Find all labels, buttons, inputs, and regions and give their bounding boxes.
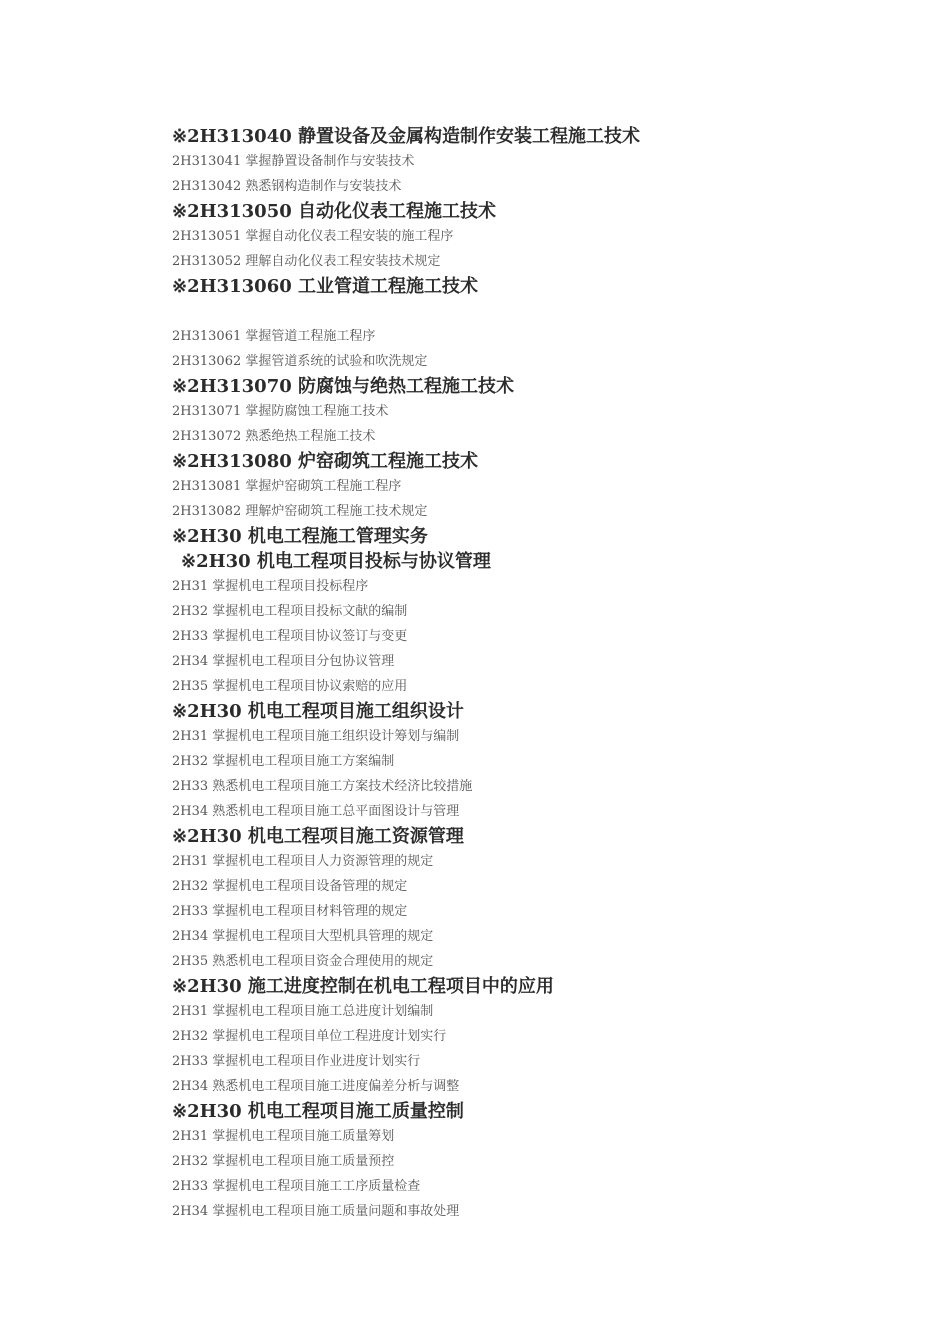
section-heading: ※2H313040 静置设备及金属构造制作安装工程施工技术 <box>172 126 641 147</box>
outline-item: 2H32 掌握机电工程项目施工方案编制 <box>172 754 395 769</box>
outline-item: 2H32 掌握机电工程项目施工质量预控 <box>172 1154 395 1169</box>
outline-item: 2H313072 熟悉绝热工程施工技术 <box>172 429 376 444</box>
outline-item: 2H34 掌握机电工程项目分包协议管理 <box>172 654 395 669</box>
outline-item: 2H313081 掌握炉窑砌筑工程施工程序 <box>172 479 402 494</box>
document-body <box>172 124 892 1224</box>
outline-item: 2H31 掌握机电工程项目施工组织设计筹划与编制 <box>172 729 460 744</box>
outline-item: 2H31 掌握机电工程项目施工质量筹划 <box>172 1129 395 1144</box>
outline-item: 2H35 熟悉机电工程项目资金合理使用的规定 <box>172 954 434 969</box>
outline-item: 2H313041 掌握静置设备制作与安装技术 <box>172 154 415 169</box>
outline-item: 2H34 掌握机电工程项目大型机具管理的规定 <box>172 929 434 944</box>
section-heading: ※2H30 机电工程项目施工质量控制 <box>172 1101 464 1122</box>
outline-item: 2H34 熟悉机电工程项目施工总平面图设计与管理 <box>172 804 460 819</box>
outline-item: 2H313051 掌握自动化仪表工程安装的施工程序 <box>172 229 454 244</box>
outline-item: 2H33 掌握机电工程项目施工工序质量检查 <box>172 1179 421 1194</box>
section-heading: ※2H30 机电工程施工管理实务 <box>172 526 428 547</box>
outline-item: 2H313061 掌握管道工程施工程序 <box>172 329 376 344</box>
outline-item: 2H33 熟悉机电工程项目施工方案技术经济比较措施 <box>172 779 473 794</box>
outline-item: 2H313062 掌握管道系统的试验和吹洗规定 <box>172 354 428 369</box>
outline-item: 2H32 掌握机电工程项目单位工程进度计划实行 <box>172 1029 447 1044</box>
outline-item: 2H31 掌握机电工程项目人力资源管理的规定 <box>172 854 434 869</box>
section-heading: ※2H30 机电工程项目投标与协议管理 <box>181 551 491 572</box>
outline-item: 2H313071 掌握防腐蚀工程施工技术 <box>172 404 389 419</box>
section-heading: ※2H313080 炉窑砌筑工程施工技术 <box>172 451 479 472</box>
section-heading: ※2H313050 自动化仪表工程施工技术 <box>172 201 497 222</box>
section-heading: ※2H30 机电工程项目施工组织设计 <box>172 701 464 722</box>
outline-item: 2H31 掌握机电工程项目投标程序 <box>172 579 369 594</box>
outline-item: 2H34 掌握机电工程项目施工质量问题和事故处理 <box>172 1204 460 1219</box>
outline-item: 2H35 掌握机电工程项目协议索赔的应用 <box>172 679 408 694</box>
blank-line <box>172 299 892 324</box>
outline-item: 2H33 掌握机电工程项目协议签订与变更 <box>172 629 408 644</box>
outline-item: 2H34 熟悉机电工程项目施工进度偏差分析与调整 <box>172 1079 460 1094</box>
section-heading: ※2H313070 防腐蚀与绝热工程施工技术 <box>172 376 515 397</box>
outline-item: 2H313082 理解炉窑砌筑工程施工技术规定 <box>172 504 428 519</box>
outline-item: 2H33 掌握机电工程项目作业进度计划实行 <box>172 1054 421 1069</box>
outline-item: 2H313052 理解自动化仪表工程安装技术规定 <box>172 254 441 269</box>
outline-item: 2H313042 熟悉钢构造制作与安装技术 <box>172 179 402 194</box>
section-heading: ※2H30 施工进度控制在机电工程项目中的应用 <box>172 976 554 997</box>
section-heading: ※2H313060 工业管道工程施工技术 <box>172 276 479 297</box>
section-heading: ※2H30 机电工程项目施工资源管理 <box>172 826 464 847</box>
outline-item: 2H32 掌握机电工程项目投标文献的编制 <box>172 604 408 619</box>
outline-item: 2H32 掌握机电工程项目设备管理的规定 <box>172 879 408 894</box>
outline-item: 2H31 掌握机电工程项目施工总进度计划编制 <box>172 1004 434 1019</box>
outline-item: 2H33 掌握机电工程项目材料管理的规定 <box>172 904 408 919</box>
